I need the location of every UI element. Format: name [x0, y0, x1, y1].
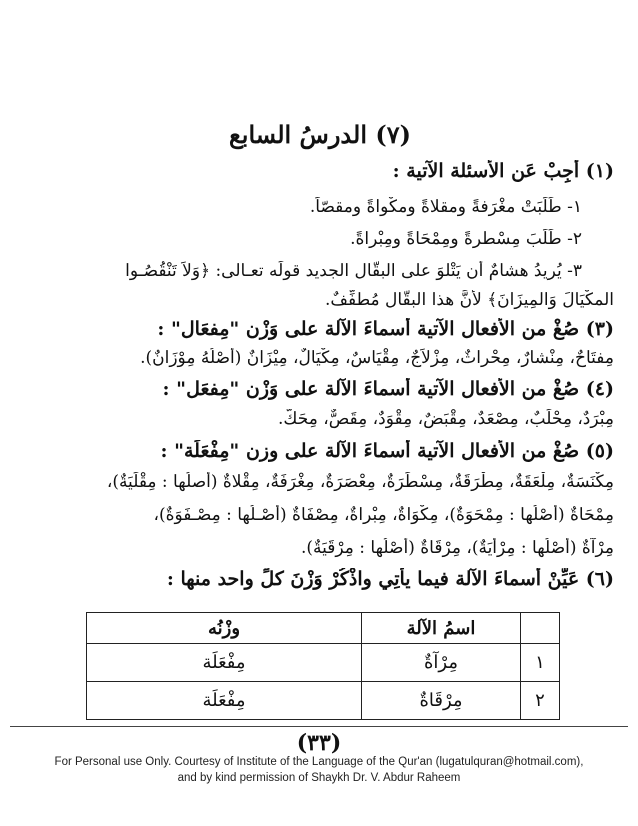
row-number: ٢: [521, 682, 560, 720]
answer-4: مِبْرَدٌ، مِحْلَبٌ، مِصْعَدٌ، مِقْبَضٌ، مِقْوَدٌ، مِقَصٌّ، مِحَكٌّ.: [278, 409, 614, 429]
question-3-heading: (٣) صُغْ من الأفعال الآتية أسماءَ الآلة على وَزْن "مِفعَال" :: [157, 318, 614, 340]
tool-name-cell: مِرْقَاةٌ: [362, 682, 521, 720]
row-number: ١: [521, 644, 560, 682]
question-1-heading: (١) أجِبْ عَن الأسئلة الآتية :: [392, 160, 614, 182]
answer-5-line-2: مِمْحَاةٌ (أصْلُها : مِمْحَوَةٌ)، مِكْوَاةٌ، مِبْراةٌ، مِصْفَاةٌ (أصْـلُها : مِصْـفَوَةٌ)،: [153, 505, 614, 525]
footer-line-1: For Personal use Only. Courtesy of Institute of the Language of the Qur'an (lugatulquran@hotmail.com),: [54, 756, 584, 768]
answer-table: [86, 612, 560, 720]
lesson-title: (٧) الدرسُ السابع: [229, 120, 411, 149]
tool-name-cell: مِرْآةٌ: [362, 644, 521, 682]
page-number: (٣٣): [296, 730, 342, 756]
answer-1-2: ٢- طَلَبَ مِسْطرةً ومِمْحَاةً ومِبْراةً.: [350, 229, 582, 249]
answer-3: مِفتَاحٌ، مِنْشارٌ، مِحْراثٌ، مِزْلاَجٌ، مِقْيَاسٌ، مِكْيَالٌ، مِيْزَانٌ (أصْلُهُ مِوْزَانٌ).: [140, 348, 614, 368]
pattern-cell: مِفْعَلَة: [87, 682, 362, 720]
table-row: [87, 682, 560, 720]
answer-5-line-3: مِرْآةٌ (أصْلُها : مِرْأَيَةٌ)، مِرْقَاةٌ (أصْلُها : مِرْقَيَةٌ).: [300, 538, 614, 558]
footer-line-2: and by kind permission of Shaykh Dr. V. Abdur Raheem: [177, 772, 461, 784]
table-row: [87, 644, 560, 682]
table-header-pattern: وزْنُه: [87, 613, 362, 644]
answer-1-1: ١- طَلَبَتْ مغْرَفةً ومقلاةً ومكْواةً ومقصّاً.: [309, 197, 582, 217]
answer-5-line-1: مِكْنَسَةٌ، مِلْعَقَةٌ، مِطْرَقَةٌ، مِسْطَرَةٌ، مِعْصَرَةٌ، مِغْرَفَةٌ، مِقْلاةٌ (أصلُها : مِقْلَيَةٌ)،: [106, 472, 614, 492]
table-header-tool-name: اسمُ الآلة: [362, 613, 521, 644]
question-6-heading: (٦) عَيِّنْ أسماءَ الآلة فيما يأتِي واذْكُرْ وَزْنَ كلٍّ واحد منها :: [166, 568, 614, 590]
pattern-cell: مِفْعَلَة: [87, 644, 362, 682]
footer-divider: [10, 726, 628, 727]
question-5-heading: (٥) صُغْ من الأفعال الآتية أسماءَ الآلة على وزن "مِفْعَلَة" :: [160, 440, 614, 462]
table-header-row: [87, 613, 560, 644]
question-4-heading: (٤) صُغْ من الأفعال الآتية أسماءَ الآلة على وَزْن "مِفعَل" :: [162, 378, 614, 400]
table-header-number: [521, 613, 560, 644]
answer-1-3-line-1: ٣- يُريدُ هشامٌ أن يَتْلوَ على البقّال الجديد قولَه تعـالى: ﴿وَلاَ تَنْقُصُـوا: [125, 261, 582, 281]
answer-1-3-line-2: المكْيَالَ وَالمِيزَانَ﴾ لأنَّ هذا البقّال مُطفِّفٌ.: [324, 290, 614, 310]
